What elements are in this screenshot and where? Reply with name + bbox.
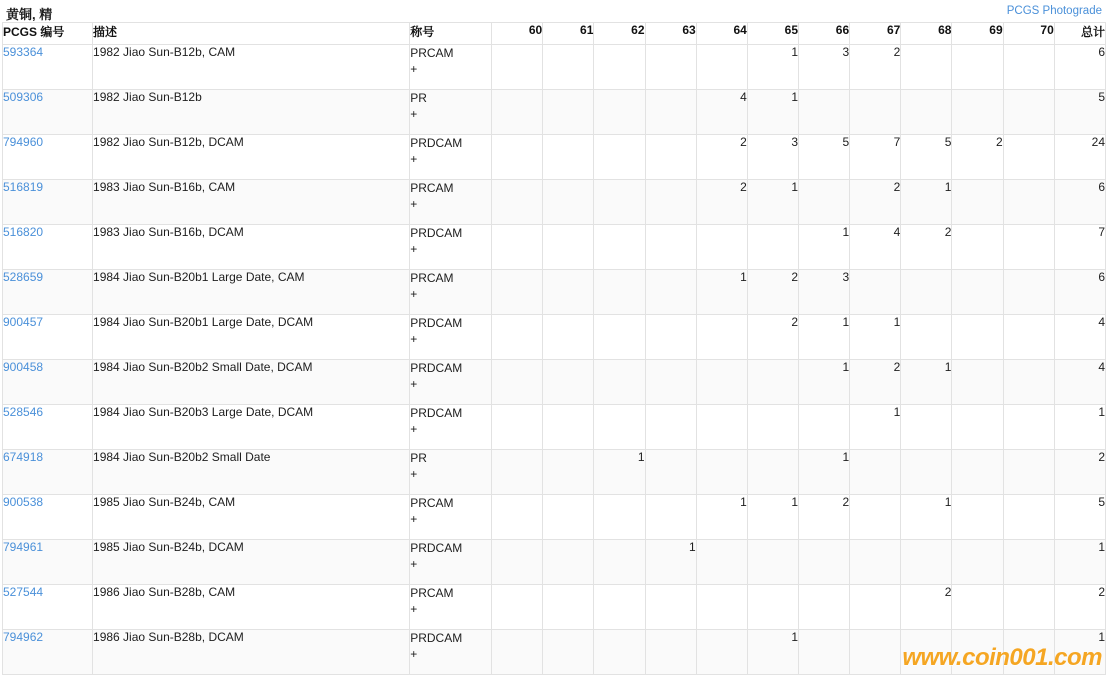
column-header-grade-68[interactable]: 68 [901, 23, 952, 45]
column-header-total[interactable]: 总计 [1054, 23, 1105, 45]
cell-pcgs-number [3, 315, 93, 360]
column-header-designation[interactable]: 称号 [410, 23, 492, 45]
cell-grade-60 [492, 360, 543, 405]
cell-grade-69 [952, 225, 1003, 270]
cell-total: 24 [1054, 135, 1105, 180]
cell-grade-60 [492, 180, 543, 225]
cell-grade-63: 1 [645, 540, 696, 585]
cell-grade-62 [594, 405, 645, 450]
cell-grade-66: 1 [799, 225, 850, 270]
cell-grade-69 [952, 585, 1003, 630]
cell-designation [410, 585, 492, 630]
cell-grade-70 [1003, 585, 1054, 630]
cell-description: 1982 Jiao Sun-B12b [93, 90, 410, 135]
designation-plus-label: + [410, 467, 418, 481]
cell-total: 1 [1054, 540, 1105, 585]
cell-grade-65 [747, 585, 798, 630]
cell-grade-67 [850, 495, 901, 540]
cell-grade-67 [850, 585, 901, 630]
cell-grade-70 [1003, 180, 1054, 225]
cell-pcgs-number [3, 585, 93, 630]
cell-grade-67: 1 [850, 405, 901, 450]
cell-grade-66 [799, 405, 850, 450]
cell-grade-64: 2 [696, 180, 747, 225]
cell-grade-63 [645, 225, 696, 270]
cell-grade-60 [492, 315, 543, 360]
table-row [3, 90, 1106, 135]
designation-label: PRCAM [410, 181, 454, 195]
cell-designation [410, 360, 492, 405]
cell-designation [410, 45, 492, 90]
cell-description: 1983 Jiao Sun-B16b, CAM [93, 180, 410, 225]
population-table [2, 22, 1106, 675]
designation-label: PRCAM [410, 271, 454, 285]
column-header-grade-70[interactable]: 70 [1003, 23, 1054, 45]
cell-grade-61 [543, 225, 594, 270]
cell-grade-63 [645, 405, 696, 450]
cell-description: 1985 Jiao Sun-B24b, CAM [93, 495, 410, 540]
column-header-grade-62[interactable]: 62 [594, 23, 645, 45]
column-header-grade-67[interactable]: 67 [850, 23, 901, 45]
table-header-row [3, 23, 1106, 45]
cell-grade-60 [492, 225, 543, 270]
cell-grade-66: 1 [799, 360, 850, 405]
cell-description: 1984 Jiao Sun-B20b2 Small Date, DCAM [93, 360, 410, 405]
cell-grade-61 [543, 450, 594, 495]
column-header-description[interactable]: 描述 [93, 23, 410, 45]
cell-grade-69 [952, 45, 1003, 90]
cell-designation [410, 180, 492, 225]
column-header-pcgs-number[interactable]: PCGS 编号 [3, 23, 93, 45]
column-header-grade-61[interactable]: 61 [543, 23, 594, 45]
cell-total: 5 [1054, 90, 1105, 135]
cell-grade-62 [594, 180, 645, 225]
cell-total: 2 [1054, 450, 1105, 495]
cell-total: 6 [1054, 270, 1105, 315]
cell-total: 5 [1054, 495, 1105, 540]
cell-grade-69 [952, 495, 1003, 540]
table-row [3, 270, 1106, 315]
cell-grade-65 [747, 225, 798, 270]
cell-grade-60 [492, 450, 543, 495]
cell-grade-62 [594, 540, 645, 585]
cell-grade-66 [799, 540, 850, 585]
cell-designation [410, 270, 492, 315]
cell-grade-66: 2 [799, 495, 850, 540]
cell-grade-70 [1003, 135, 1054, 180]
cell-grade-62 [594, 135, 645, 180]
table-header [3, 23, 1106, 45]
pcgs-number-link[interactable]: 794962 [3, 630, 44, 644]
designation-label: PRDCAM [410, 316, 463, 330]
pcgs-number-link[interactable]: 794960 [3, 135, 44, 149]
cell-grade-69 [952, 540, 1003, 585]
page-title: 黄铜, 精 [6, 7, 53, 22]
cell-grade-65: 1 [747, 495, 798, 540]
cell-pcgs-number [3, 90, 93, 135]
cell-total: 2 [1054, 585, 1105, 630]
cell-grade-68: 1 [901, 495, 952, 540]
cell-grade-66 [799, 90, 850, 135]
cell-grade-67: 1 [850, 315, 901, 360]
cell-grade-61 [543, 270, 594, 315]
table-row [3, 135, 1106, 180]
cell-grade-60 [492, 90, 543, 135]
cell-grade-69 [952, 90, 1003, 135]
cell-grade-68 [901, 630, 952, 675]
cell-grade-61 [543, 45, 594, 90]
cell-grade-60 [492, 585, 543, 630]
cell-grade-70 [1003, 540, 1054, 585]
cell-grade-63 [645, 180, 696, 225]
cell-grade-61 [543, 180, 594, 225]
pcgs-number-link[interactable]: 900458 [3, 360, 44, 374]
cell-designation [410, 450, 492, 495]
cell-grade-66: 5 [799, 135, 850, 180]
designation-plus-label: + [410, 287, 418, 301]
cell-description: 1983 Jiao Sun-B16b, DCAM [93, 225, 410, 270]
table-row [3, 540, 1106, 585]
designation-plus-label: + [410, 512, 418, 526]
cell-grade-67: 2 [850, 360, 901, 405]
pcgs-photograde-link[interactable]: PCGS Photograde [1006, 5, 1102, 17]
cell-grade-64 [696, 630, 747, 675]
cell-grade-63 [645, 495, 696, 540]
designation-label: PR [410, 91, 427, 105]
cell-total: 6 [1054, 45, 1105, 90]
cell-grade-62 [594, 45, 645, 90]
cell-grade-65: 1 [747, 630, 798, 675]
cell-grade-64: 1 [696, 495, 747, 540]
cell-designation [410, 135, 492, 180]
cell-grade-65: 1 [747, 180, 798, 225]
cell-grade-64 [696, 585, 747, 630]
designation-label: PRCAM [410, 46, 454, 60]
designation-label: PRCAM [410, 496, 454, 510]
cell-grade-62: 1 [594, 450, 645, 495]
cell-grade-61 [543, 495, 594, 540]
cell-designation [410, 225, 492, 270]
cell-grade-70 [1003, 630, 1054, 675]
designation-label: PRDCAM [410, 136, 463, 150]
cell-grade-62 [594, 360, 645, 405]
cell-grade-64 [696, 360, 747, 405]
page-header [0, 0, 1108, 22]
cell-pcgs-number [3, 45, 93, 90]
cell-grade-65 [747, 360, 798, 405]
cell-grade-62 [594, 630, 645, 675]
cell-grade-60 [492, 540, 543, 585]
cell-grade-63 [645, 450, 696, 495]
cell-designation [410, 405, 492, 450]
cell-description: 1986 Jiao Sun-B28b, DCAM [93, 630, 410, 675]
cell-grade-68 [901, 405, 952, 450]
pcgs-number-link[interactable]: 593364 [3, 45, 44, 59]
table-row [3, 225, 1106, 270]
designation-plus-label: + [410, 377, 418, 391]
cell-grade-63 [645, 630, 696, 675]
cell-total: 1 [1054, 630, 1105, 675]
cell-designation [410, 630, 492, 675]
cell-grade-69 [952, 360, 1003, 405]
cell-grade-70 [1003, 360, 1054, 405]
cell-grade-60 [492, 270, 543, 315]
cell-grade-68: 5 [901, 135, 952, 180]
cell-grade-68: 2 [901, 585, 952, 630]
cell-pcgs-number [3, 180, 93, 225]
table-row [3, 495, 1106, 540]
cell-grade-60 [492, 495, 543, 540]
cell-pcgs-number [3, 360, 93, 405]
cell-description: 1984 Jiao Sun-B20b2 Small Date [93, 450, 410, 495]
table-row [3, 630, 1106, 675]
pcgs-number-link[interactable]: 528546 [3, 405, 44, 419]
cell-grade-68 [901, 90, 952, 135]
cell-grade-60 [492, 405, 543, 450]
designation-plus-label: + [410, 557, 418, 571]
cell-grade-63 [645, 135, 696, 180]
cell-grade-65: 1 [747, 45, 798, 90]
designation-plus-label: + [410, 197, 418, 211]
cell-pcgs-number [3, 225, 93, 270]
cell-grade-69 [952, 630, 1003, 675]
designation-label: PRDCAM [410, 361, 463, 375]
cell-pcgs-number [3, 630, 93, 675]
cell-grade-64 [696, 45, 747, 90]
designation-label: PR [410, 451, 427, 465]
cell-grade-70 [1003, 225, 1054, 270]
table-row [3, 45, 1106, 90]
table-row [3, 450, 1106, 495]
cell-grade-60 [492, 135, 543, 180]
cell-grade-68 [901, 540, 952, 585]
cell-grade-66: 1 [799, 315, 850, 360]
cell-total: 4 [1054, 360, 1105, 405]
pcgs-number-link[interactable]: 528659 [3, 270, 44, 284]
cell-grade-70 [1003, 45, 1054, 90]
cell-pcgs-number [3, 270, 93, 315]
cell-grade-61 [543, 90, 594, 135]
table-row [3, 405, 1106, 450]
cell-grade-69 [952, 450, 1003, 495]
cell-grade-65 [747, 450, 798, 495]
cell-grade-69 [952, 315, 1003, 360]
designation-plus-label: + [410, 422, 418, 436]
cell-grade-67 [850, 630, 901, 675]
cell-total: 6 [1054, 180, 1105, 225]
pcgs-number-link[interactable]: 516819 [3, 180, 44, 194]
cell-grade-61 [543, 405, 594, 450]
cell-grade-64: 1 [696, 270, 747, 315]
cell-grade-60 [492, 630, 543, 675]
cell-grade-68 [901, 315, 952, 360]
designation-plus-label: + [410, 152, 418, 166]
cell-grade-61 [543, 540, 594, 585]
column-header-grade-60[interactable]: 60 [492, 23, 543, 45]
cell-pcgs-number [3, 405, 93, 450]
cell-grade-61 [543, 630, 594, 675]
cell-grade-66: 1 [799, 450, 850, 495]
cell-grade-65 [747, 405, 798, 450]
cell-grade-63 [645, 315, 696, 360]
cell-grade-65 [747, 540, 798, 585]
cell-description: 1982 Jiao Sun-B12b, DCAM [93, 135, 410, 180]
pcgs-number-link[interactable]: 509306 [3, 90, 44, 104]
cell-grade-64: 4 [696, 90, 747, 135]
cell-grade-62 [594, 90, 645, 135]
cell-grade-68: 1 [901, 180, 952, 225]
cell-description: 1984 Jiao Sun-B20b3 Large Date, DCAM [93, 405, 410, 450]
cell-grade-64 [696, 450, 747, 495]
cell-total: 4 [1054, 315, 1105, 360]
cell-grade-63 [645, 270, 696, 315]
column-header-grade-66[interactable]: 66 [799, 23, 850, 45]
cell-grade-62 [594, 315, 645, 360]
column-header-grade-65[interactable]: 65 [747, 23, 798, 45]
pcgs-number-link[interactable]: 516820 [3, 225, 44, 239]
cell-grade-70 [1003, 450, 1054, 495]
designation-label: PRCAM [410, 586, 454, 600]
cell-grade-70 [1003, 495, 1054, 540]
designation-plus-label: + [410, 332, 418, 346]
cell-grade-63 [645, 360, 696, 405]
cell-grade-68 [901, 45, 952, 90]
cell-grade-62 [594, 495, 645, 540]
table-row [3, 315, 1106, 360]
pcgs-number-link[interactable]: 900457 [3, 315, 44, 329]
cell-grade-67: 4 [850, 225, 901, 270]
cell-grade-64 [696, 540, 747, 585]
cell-grade-63 [645, 585, 696, 630]
cell-grade-68: 1 [901, 360, 952, 405]
pcgs-number-link[interactable]: 900538 [3, 495, 44, 509]
pcgs-number-link[interactable]: 794961 [3, 540, 44, 554]
cell-grade-61 [543, 585, 594, 630]
cell-grade-67 [850, 90, 901, 135]
cell-total: 7 [1054, 225, 1105, 270]
cell-grade-64 [696, 315, 747, 360]
cell-grade-70 [1003, 90, 1054, 135]
cell-pcgs-number [3, 450, 93, 495]
cell-grade-68 [901, 270, 952, 315]
column-header-grade-64[interactable]: 64 [696, 23, 747, 45]
site-watermark: www.coin001.com [902, 644, 1102, 671]
cell-grade-66 [799, 585, 850, 630]
cell-grade-70 [1003, 405, 1054, 450]
cell-description: 1985 Jiao Sun-B24b, DCAM [93, 540, 410, 585]
designation-label: PRDCAM [410, 631, 463, 645]
cell-grade-61 [543, 315, 594, 360]
cell-description: 1984 Jiao Sun-B20b1 Large Date, CAM [93, 270, 410, 315]
pcgs-number-link[interactable]: 527544 [3, 585, 44, 599]
cell-designation [410, 495, 492, 540]
designation-plus-label: + [410, 647, 418, 661]
cell-grade-65: 1 [747, 90, 798, 135]
cell-grade-69 [952, 405, 1003, 450]
cell-grade-70 [1003, 315, 1054, 360]
designation-label: PRDCAM [410, 406, 463, 420]
designation-label: PRDCAM [410, 226, 463, 240]
cell-grade-64 [696, 225, 747, 270]
cell-total: 1 [1054, 405, 1105, 450]
cell-grade-62 [594, 225, 645, 270]
column-header-grade-63[interactable]: 63 [645, 23, 696, 45]
cell-grade-70 [1003, 270, 1054, 315]
cell-grade-63 [645, 45, 696, 90]
cell-grade-62 [594, 585, 645, 630]
cell-grade-67: 7 [850, 135, 901, 180]
cell-grade-69 [952, 180, 1003, 225]
cell-grade-63 [645, 90, 696, 135]
cell-grade-65: 2 [747, 315, 798, 360]
cell-grade-61 [543, 360, 594, 405]
cell-description: 1986 Jiao Sun-B28b, CAM [93, 585, 410, 630]
cell-pcgs-number [3, 135, 93, 180]
cell-grade-62 [594, 270, 645, 315]
table-row [3, 360, 1106, 405]
cell-grade-67: 2 [850, 180, 901, 225]
cell-designation [410, 315, 492, 360]
designation-plus-label: + [410, 62, 418, 76]
designation-plus-label: + [410, 107, 418, 121]
cell-grade-67 [850, 450, 901, 495]
cell-grade-69: 2 [952, 135, 1003, 180]
pcgs-number-link[interactable]: 674918 [3, 450, 44, 464]
cell-grade-69 [952, 270, 1003, 315]
table-row [3, 585, 1106, 630]
cell-grade-60 [492, 45, 543, 90]
cell-grade-64 [696, 405, 747, 450]
table-body [3, 45, 1106, 675]
designation-label: PRDCAM [410, 541, 463, 555]
cell-grade-61 [543, 135, 594, 180]
cell-grade-65: 3 [747, 135, 798, 180]
cell-grade-65: 2 [747, 270, 798, 315]
cell-designation [410, 540, 492, 585]
cell-designation [410, 90, 492, 135]
cell-grade-66 [799, 180, 850, 225]
cell-grade-66 [799, 630, 850, 675]
cell-grade-67 [850, 540, 901, 585]
cell-description: 1984 Jiao Sun-B20b1 Large Date, DCAM [93, 315, 410, 360]
column-header-grade-69[interactable]: 69 [952, 23, 1003, 45]
cell-pcgs-number [3, 540, 93, 585]
cell-grade-68: 2 [901, 225, 952, 270]
cell-grade-66: 3 [799, 270, 850, 315]
designation-plus-label: + [410, 242, 418, 256]
cell-grade-66: 3 [799, 45, 850, 90]
designation-plus-label: + [410, 602, 418, 616]
cell-grade-64: 2 [696, 135, 747, 180]
cell-grade-68 [901, 450, 952, 495]
cell-grade-67: 2 [850, 45, 901, 90]
cell-pcgs-number [3, 495, 93, 540]
cell-description: 1982 Jiao Sun-B12b, CAM [93, 45, 410, 90]
table-row [3, 180, 1106, 225]
cell-grade-67 [850, 270, 901, 315]
